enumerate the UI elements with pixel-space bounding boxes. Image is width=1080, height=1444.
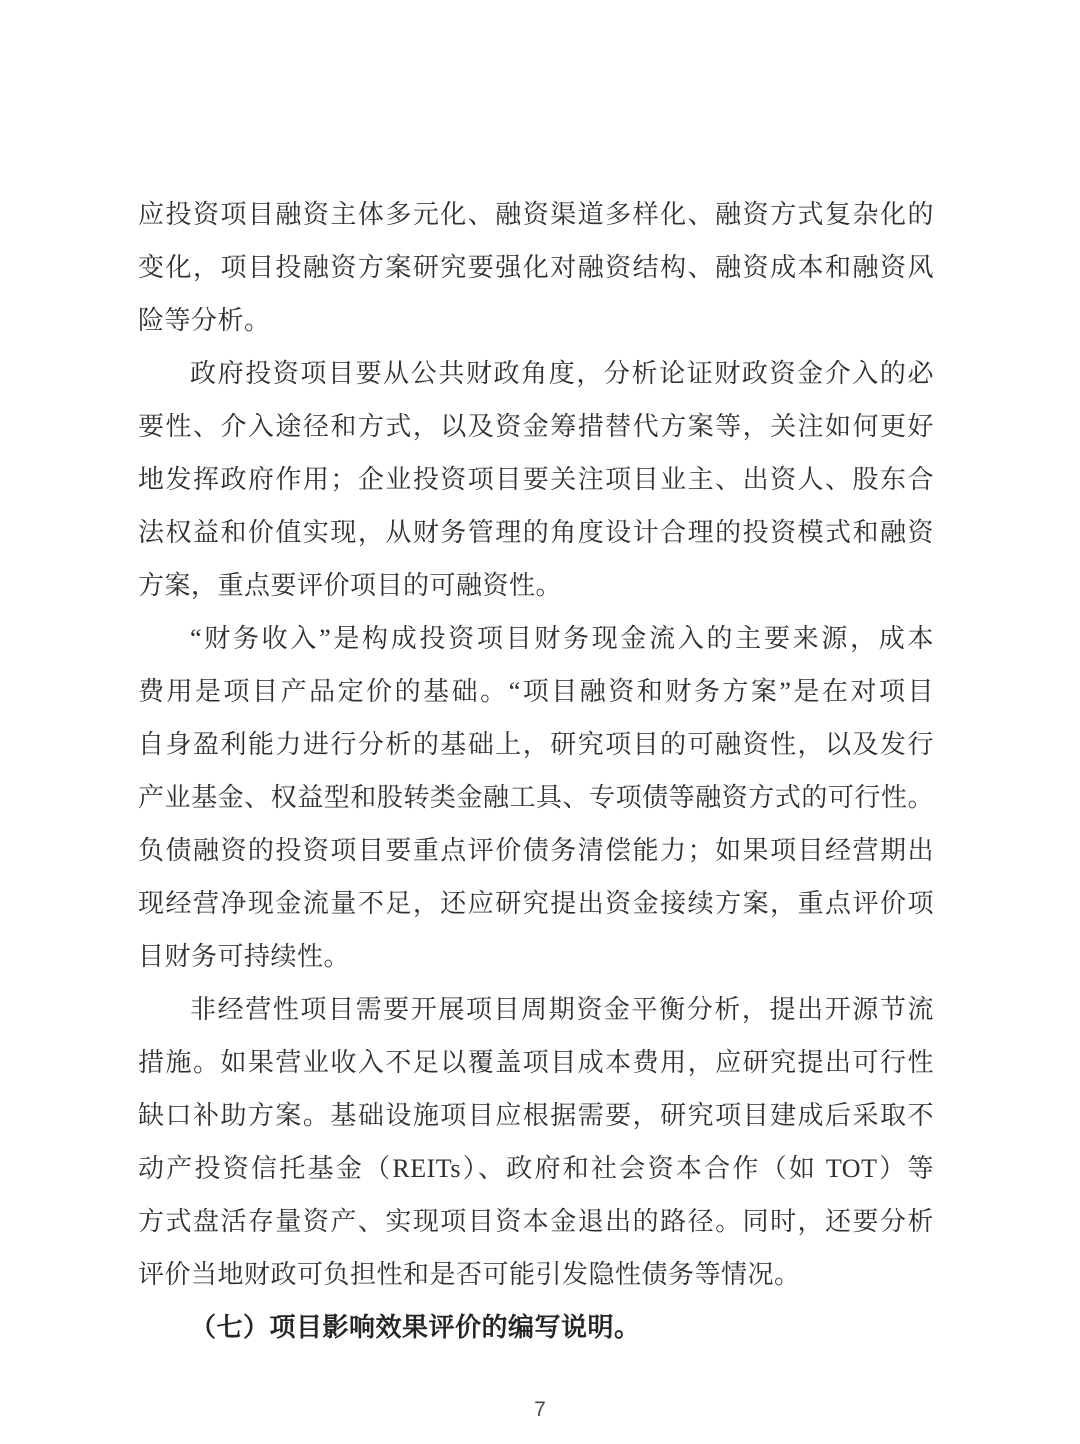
text-line: 动产投资信托基金（REITs）、政府和社会资本合作（如 TOT）等 — [138, 1154, 934, 1183]
paragraph — [138, 612, 934, 983]
paragraph — [138, 1301, 934, 1354]
text-block — [138, 188, 934, 1354]
text-line: 费用是项目产品定价的基础。“项目融资和财务方案”是在对项目 — [138, 677, 934, 706]
paragraph — [138, 983, 934, 1301]
paragraph — [138, 188, 934, 347]
text-line: 评价当地财政可负担性和是否可能引发隐性债务等情况。 — [138, 1260, 801, 1289]
text-line: 变化，项目投融资方案研究要强化对融资结构、融资成本和融资风 — [138, 253, 934, 282]
text-line: 险等分析。 — [138, 306, 271, 335]
text-line: 方案，重点要评价项目的可融资性。 — [138, 571, 563, 600]
text-line: 法权益和价值实现，从财务管理的角度设计合理的投资模式和融资 — [138, 518, 934, 547]
text-line: 现经营净现金流量不足，还应研究提出资金接续方案，重点评价项 — [138, 889, 934, 918]
text-line: 政府投资项目要从公共财政角度，分析论证财政资金介入的必 — [190, 359, 934, 388]
text-line: 负债融资的投资项目要重点评价债务清偿能力；如果项目经营期出 — [138, 836, 934, 865]
text-line: 地发挥政府作用；企业投资项目要关注项目业主、出资人、股东合 — [138, 465, 934, 494]
text-line: “财务收入”是构成投资项目财务现金流入的主要来源，成本 — [190, 624, 934, 653]
text-line: 方式盘活存量资产、实现项目资本金退出的路径。同时，还要分析 — [138, 1207, 934, 1236]
page-number: 7 — [534, 1398, 546, 1421]
text-line: （七）项目影响效果评价的编写说明。 — [190, 1313, 641, 1342]
text-line: 目财务可持续性。 — [138, 942, 351, 971]
text-line: 措施。如果营业收入不足以覆盖项目成本费用，应研究提出可行性 — [138, 1048, 934, 1077]
text-line: 产业基金、权益型和股转类金融工具、专项债等融资方式的可行性。 — [138, 783, 934, 812]
text-line: 要性、介入途径和方式，以及资金筹措替代方案等，关注如何更好 — [138, 412, 934, 441]
text-line: 缺口补助方案。基础设施项目应根据需要，研究项目建成后采取不 — [138, 1101, 934, 1130]
text-line: 自身盈利能力进行分析的基础上，研究项目的可融资性，以及发行 — [138, 730, 934, 759]
text-line: 非经营性项目需要开展项目周期资金平衡分析，提出开源节流 — [190, 995, 934, 1024]
text-line: 应投资项目融资主体多元化、融资渠道多样化、融资方式复杂化的 — [138, 200, 934, 229]
paragraph — [138, 347, 934, 612]
